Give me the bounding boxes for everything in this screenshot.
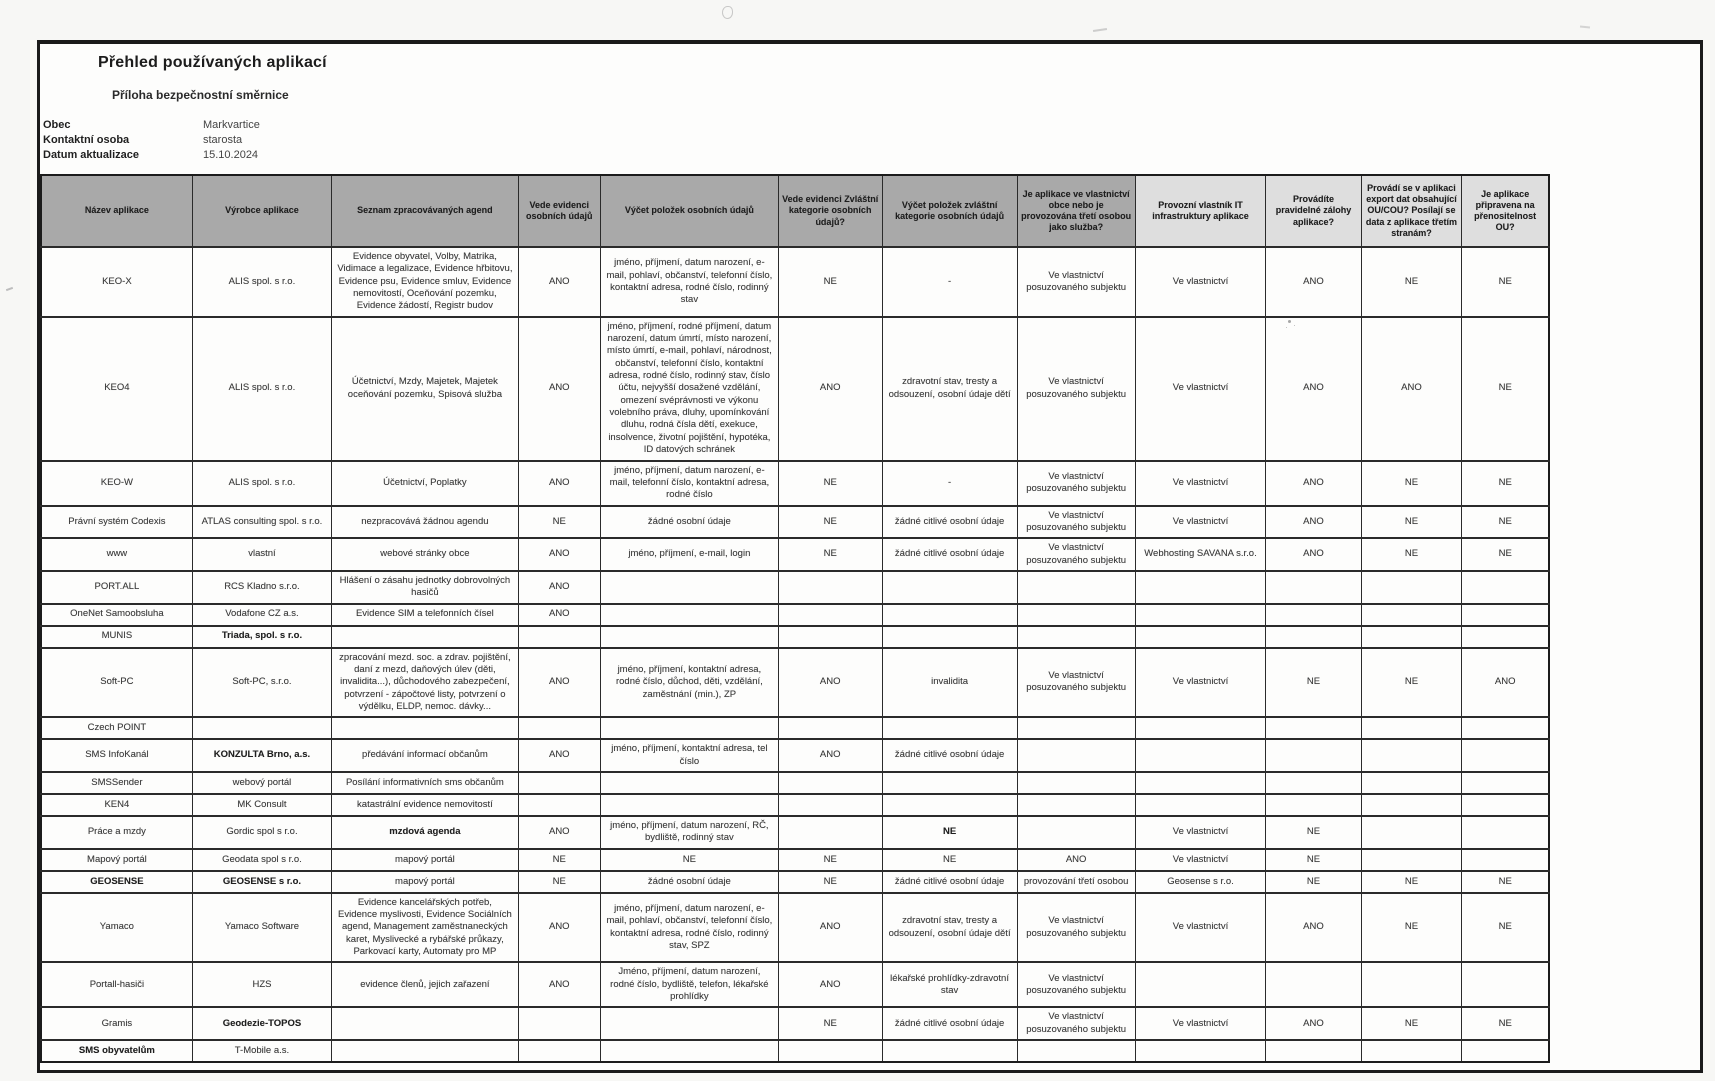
table-cell: jméno, příjmení, kontaktní adresa, rodné číslo, důchod, děti, vzdělání, zaměstnání (min.), ZP: [600, 648, 778, 718]
table-cell: [518, 717, 600, 739]
table-cell: ANO: [518, 604, 600, 626]
table-cell: T-Mobile a.s.: [192, 1040, 331, 1062]
table-cell: [778, 772, 882, 794]
table-cell: Geosense s r.o.: [1135, 871, 1266, 893]
table-cell: nezpracovává žádnou agendu: [332, 506, 519, 539]
table-row: [41, 604, 1549, 626]
table-cell: NE: [1266, 816, 1361, 849]
table-cell: Evidence obyvatel, Volby, Matrika, Vidimace a legalizace, Evidence hřbitovu, Evidence psu, Evidence smluv, Evidence nemovitostí, Oceňování pozemku, Evidence žádostí, Registr budov: [332, 247, 519, 317]
table-cell: [1017, 816, 1135, 849]
column-header: Vede evidenci Zvláštní kategorie osobních údajů?: [778, 175, 882, 247]
table-cell: NE: [1361, 506, 1462, 539]
table-cell: NE: [1361, 871, 1462, 893]
meta-value: 15.10.2024: [203, 149, 259, 161]
table-cell: NE: [1462, 538, 1549, 571]
table-cell: [332, 1007, 519, 1040]
table-cell: KEO-X: [41, 247, 192, 317]
table-cell: [600, 571, 778, 604]
table-cell: [600, 794, 778, 816]
table-cell: [1266, 571, 1361, 604]
table-cell: [1266, 717, 1361, 739]
table-cell: [192, 717, 331, 739]
table-cell: ALIS spol. s r.o.: [192, 317, 331, 461]
table-cell: GEOSENSE s r.o.: [192, 871, 331, 893]
table-cell: [1135, 604, 1266, 626]
column-header: Je aplikace ve vlastnictví obce nebo je provozována třetí osobou jako služba?: [1017, 175, 1135, 247]
table-cell: lékařské prohlídky-zdravotní stav: [882, 962, 1017, 1007]
table-cell: [1361, 772, 1462, 794]
table-cell: ANO: [1266, 461, 1361, 506]
table-cell: [1462, 849, 1549, 871]
table-cell: [1266, 604, 1361, 626]
table-row: [41, 506, 1549, 539]
table-row: [41, 1040, 1549, 1062]
table-cell: mzdová agenda: [332, 816, 519, 849]
table-row: [41, 648, 1549, 718]
table-row: [41, 461, 1549, 506]
table-cell: [882, 717, 1017, 739]
table-cell: SMS obyvatelům: [41, 1040, 192, 1062]
table-cell: NE: [778, 871, 882, 893]
table-row: [41, 317, 1549, 461]
column-header: Vede evidenci osobních údajů: [518, 175, 600, 247]
table-cell: Evidence kancelářských potřeb, Evidence myslivosti, Evidence Sociálních agend, Management zaměstnaneckých karet, Myslivecké a rybářské průkazy, Parkovací karty, Automaty pro MP: [332, 893, 519, 963]
table-cell: [882, 772, 1017, 794]
table-row: [41, 717, 1549, 739]
table-cell: [1017, 794, 1135, 816]
table-cell: [600, 1040, 778, 1062]
table-cell: ANO: [518, 962, 600, 1007]
page-subtitle: Příloha bezpečnostní směrnice: [112, 88, 289, 102]
table-cell: Ve vlastnictví: [1135, 648, 1266, 718]
table-cell: [1266, 772, 1361, 794]
table-cell: [332, 717, 519, 739]
table-cell: GEOSENSE: [41, 871, 192, 893]
table-cell: Ve vlastnictví posuzovaného subjektu: [1017, 962, 1135, 1007]
table-cell: Jméno, příjmení, datum narození, rodné číslo, bydliště, telefon, lékařské prohlídky: [600, 962, 778, 1007]
table-cell: [1462, 717, 1549, 739]
table-cell: žádné osobní údaje: [600, 871, 778, 893]
table-cell: Ve vlastnictví posuzovaného subjektu: [1017, 893, 1135, 963]
table-cell: NE: [600, 849, 778, 871]
column-header: Je aplikace připravena na přenositelnost OU?: [1462, 175, 1549, 247]
table-cell: [1361, 604, 1462, 626]
table-cell: NE: [1266, 849, 1361, 871]
scan-artifact: [722, 6, 733, 19]
table-cell: žádné citlivé osobní údaje: [882, 506, 1017, 539]
table-cell: ANO: [518, 247, 600, 317]
table-cell: KEO-W: [41, 461, 192, 506]
table-cell: Ve vlastnictví posuzovaného subjektu: [1017, 506, 1135, 539]
table-cell: ANO: [778, 893, 882, 963]
table-cell: [778, 816, 882, 849]
table-cell: Ve vlastnictví: [1135, 317, 1266, 461]
table-cell: jméno, příjmení, datum narození, e-mail, telefonní číslo, kontaktní adresa, rodné číslo: [600, 461, 778, 506]
column-header: Výrobce aplikace: [192, 175, 331, 247]
table-cell: [600, 626, 778, 648]
table-cell: NE: [778, 461, 882, 506]
table-cell: [1462, 1040, 1549, 1062]
table-cell: žádné osobní údaje: [600, 506, 778, 539]
table-cell: [1135, 739, 1266, 772]
table-row: [41, 772, 1549, 794]
meta-label: Kontaktní osoba: [43, 134, 130, 146]
table-cell: HZS: [192, 962, 331, 1007]
table-cell: Ve vlastnictví: [1135, 506, 1266, 539]
table-cell: [1361, 571, 1462, 604]
table-cell: [1266, 626, 1361, 648]
table-cell: [1135, 772, 1266, 794]
meta-row-kontaktni-osoba: [43, 133, 1700, 148]
table-cell: ANO: [778, 962, 882, 1007]
meta-value: starosta: [203, 134, 243, 146]
table-cell: NE: [882, 849, 1017, 871]
table-cell: [1361, 1040, 1462, 1062]
table-cell: NE: [1462, 893, 1549, 963]
table-cell: Práce a mzdy: [41, 816, 192, 849]
table-cell: [778, 626, 882, 648]
table-cell: [1361, 816, 1462, 849]
table-row: [41, 794, 1549, 816]
table-cell: webový portál: [192, 772, 331, 794]
table-cell: jméno, příjmení, datum narození, e-mail, pohlaví, občanství, telefonní číslo, kontaktní adresa, rodné číslo, rodinný stav, SPZ: [600, 893, 778, 963]
table-cell: žádné citlivé osobní údaje: [882, 871, 1017, 893]
table-cell: Mapový portál: [41, 849, 192, 871]
table-cell: invalidita: [882, 648, 1017, 718]
table-row: [41, 538, 1549, 571]
table-cell: ALIS spol. s r.o.: [192, 461, 331, 506]
table-cell: [1017, 604, 1135, 626]
column-header: Provozní vlastník IT infrastruktury aplikace: [1135, 175, 1266, 247]
table-cell: katastrální evidence nemovitostí: [332, 794, 519, 816]
table-row: [41, 849, 1549, 871]
column-header: Seznam zpracovávaných agend: [332, 175, 519, 247]
table-cell: ANO: [518, 648, 600, 718]
table-cell: [882, 794, 1017, 816]
table-cell: [1462, 816, 1549, 849]
table-cell: ANO: [1361, 317, 1462, 461]
table-cell: [1266, 962, 1361, 1007]
table-cell: ANO: [778, 648, 882, 718]
table-cell: KEO4: [41, 317, 192, 461]
table-cell: NE: [1361, 1007, 1462, 1040]
table-cell: provozování třetí osobou: [1017, 871, 1135, 893]
table-cell: [778, 794, 882, 816]
table-cell: NE: [1462, 871, 1549, 893]
table-cell: Vodafone CZ a.s.: [192, 604, 331, 626]
document-meta: [43, 118, 1700, 163]
table-cell: ANO: [518, 538, 600, 571]
table-cell: [518, 626, 600, 648]
table-cell: jméno, příjmení, datum narození, e-mail, pohlaví, občanství, telefonní číslo, kontaktní adresa, rodné číslo, rodinný stav: [600, 247, 778, 317]
table-cell: NE: [1462, 247, 1549, 317]
table-cell: žádné citlivé osobní údaje: [882, 739, 1017, 772]
table-cell: Ve vlastnictví posuzovaného subjektu: [1017, 247, 1135, 317]
table-cell: MUNIS: [41, 626, 192, 648]
table-cell: Ve vlastnictví: [1135, 1007, 1266, 1040]
table-cell: NE: [778, 506, 882, 539]
table-row: [41, 739, 1549, 772]
table-cell: MK Consult: [192, 794, 331, 816]
table-cell: NE: [1361, 648, 1462, 718]
table-cell: [1361, 849, 1462, 871]
table-cell: ANO: [778, 739, 882, 772]
table-cell: Evidence SIM a telefonních čísel: [332, 604, 519, 626]
table-cell: ANO: [1017, 849, 1135, 871]
table-cell: vlastní: [192, 538, 331, 571]
table-cell: Účetnictví, Poplatky: [332, 461, 519, 506]
table-cell: Ve vlastnictví posuzovaného subjektu: [1017, 648, 1135, 718]
table-cell: www: [41, 538, 192, 571]
table-cell: webové stránky obce: [332, 538, 519, 571]
table-cell: ANO: [1266, 893, 1361, 963]
meta-row-datum-aktualizace: [43, 148, 1700, 163]
table-cell: [1135, 962, 1266, 1007]
column-header: Název aplikace: [41, 175, 192, 247]
table-cell: [778, 717, 882, 739]
table-header-row: [41, 175, 1549, 247]
table-cell: NE: [1266, 648, 1361, 718]
table-cell: Ve vlastnictví: [1135, 816, 1266, 849]
table-cell: Ve vlastnictví: [1135, 461, 1266, 506]
table-cell: [882, 604, 1017, 626]
table-cell: Ve vlastnictví posuzovaného subjektu: [1017, 461, 1135, 506]
table-cell: Portall-hasiči: [41, 962, 192, 1007]
table-cell: NE: [882, 816, 1017, 849]
table-cell: [1135, 717, 1266, 739]
table-cell: Gordic spol s r.o.: [192, 816, 331, 849]
table-cell: KONZULTA Brno, a.s.: [192, 739, 331, 772]
table-row: [41, 626, 1549, 648]
table-cell: NE: [1462, 506, 1549, 539]
table-cell: ANO: [1266, 1007, 1361, 1040]
meta-row-obec: [43, 118, 1700, 133]
table-cell: [332, 626, 519, 648]
table-body: [41, 247, 1549, 1062]
table-cell: Geodezie-TOPOS: [192, 1007, 331, 1040]
table-cell: Ve vlastnictví: [1135, 247, 1266, 317]
table-cell: ANO: [518, 571, 600, 604]
table-cell: předávání informací občanům: [332, 739, 519, 772]
table-cell: Ve vlastnictví posuzovaného subjektu: [1017, 538, 1135, 571]
column-header: Provádíte pravidelné zálohy aplikace?: [1266, 175, 1361, 247]
table-cell: [600, 604, 778, 626]
table-cell: [1135, 794, 1266, 816]
column-header: Výčet položek zvláštní kategorie osobních údajů: [882, 175, 1017, 247]
table-cell: zpracování mezd. soc. a zdrav. pojištění, daní z mezd, daňových úlev (děti, invalidita...), důchodového zabezpečení, potvrzení - zápočtové listy, potvrzení o výdělku, ELDP, nemoc. dávky...: [332, 648, 519, 718]
table-cell: NE: [778, 247, 882, 317]
table-cell: [1017, 772, 1135, 794]
table-cell: Ve vlastnictví posuzovaného subjektu: [1017, 317, 1135, 461]
table-cell: ANO: [1266, 506, 1361, 539]
table-cell: [600, 717, 778, 739]
table-cell: NE: [518, 871, 600, 893]
table-cell: [600, 1007, 778, 1040]
table-cell: [1361, 739, 1462, 772]
table-cell: NE: [778, 849, 882, 871]
table-cell: [1017, 571, 1135, 604]
meta-label: Datum aktualizace: [43, 149, 139, 161]
table-cell: ANO: [1266, 247, 1361, 317]
table-cell: Webhosting SAVANA s.r.o.: [1135, 538, 1266, 571]
table-cell: NE: [1266, 871, 1361, 893]
table-cell: jméno, příjmení, e-mail, login: [600, 538, 778, 571]
table-cell: [1017, 717, 1135, 739]
table-cell: Hlášení o zásahu jednotky dobrovolných hasičů: [332, 571, 519, 604]
table-cell: -: [882, 461, 1017, 506]
table-cell: [1017, 739, 1135, 772]
table-cell: NE: [1361, 538, 1462, 571]
table-cell: [1462, 794, 1549, 816]
table-cell: ANO: [778, 317, 882, 461]
table-cell: KEN4: [41, 794, 192, 816]
table-cell: [332, 1040, 519, 1062]
table-cell: OneNet Samoobsluha: [41, 604, 192, 626]
table-cell: NE: [1361, 461, 1462, 506]
table-cell: Soft-PC: [41, 648, 192, 718]
table-cell: [600, 772, 778, 794]
table-cell: NE: [778, 1007, 882, 1040]
table-cell: NE: [1361, 247, 1462, 317]
table-cell: NE: [1462, 317, 1549, 461]
table-cell: ANO: [1266, 317, 1361, 461]
table-cell: Yamaco Software: [192, 893, 331, 963]
table-cell: NE: [1361, 893, 1462, 963]
table-cell: [1135, 626, 1266, 648]
table-cell: Účetnictví, Mzdy, Majetek, Majetek oceňování pozemku, Spisová služba: [332, 317, 519, 461]
table-cell: [778, 604, 882, 626]
scan-artifact: [1093, 28, 1107, 32]
table-cell: [1462, 772, 1549, 794]
table-cell: NE: [1462, 1007, 1549, 1040]
table-cell: SMS InfoKanál: [41, 739, 192, 772]
table-cell: [1017, 1040, 1135, 1062]
column-header: Provádí se v aplikaci export dat obsahující OU/COU? Posílají se data z aplikace třetím stranám?: [1361, 175, 1462, 247]
table-row: [41, 893, 1549, 963]
table-cell: ANO: [518, 317, 600, 461]
table-cell: [1266, 794, 1361, 816]
table-cell: [1017, 626, 1135, 648]
table-cell: [518, 794, 600, 816]
meta-value: Markvartice: [203, 119, 260, 131]
table-cell: [518, 1007, 600, 1040]
table-cell: -: [882, 247, 1017, 317]
page-title: Přehled používaných aplikací: [98, 54, 327, 71]
table-cell: [1135, 1040, 1266, 1062]
table-cell: ANO: [1266, 538, 1361, 571]
table-cell: žádné citlivé osobní údaje: [882, 1007, 1017, 1040]
table-cell: NE: [518, 849, 600, 871]
table-cell: Ve vlastnictví: [1135, 893, 1266, 963]
table-cell: PORT.ALL: [41, 571, 192, 604]
scan-artifact: [6, 287, 13, 291]
table-cell: [1361, 626, 1462, 648]
table-cell: [1361, 794, 1462, 816]
table-row: [41, 962, 1549, 1007]
table-cell: ANO: [518, 739, 600, 772]
table-cell: ANO: [1462, 648, 1549, 718]
scan-artifact: [1580, 25, 1590, 28]
table-cell: jméno, příjmení, rodné příjmení, datum narození, datum úmrtí, místo narození, místo úmrtí, e-mail, pohlaví, národnost, občanství, telefonní číslo, kontaktní adresa, rodné číslo, rodinný stav, číslo účtu, nejvyšší dosažené vzdělání, omezení svéprávnosti ve výkonu volebního práva, dluhy, upomínkování dluhu, rodná čísla dětí, exekuce, insolvence, životní pojištění, hypotéka, ID datových schránek: [600, 317, 778, 461]
table-cell: RCS Kladno s.r.o.: [192, 571, 331, 604]
table-cell: [1462, 571, 1549, 604]
table-cell: [1462, 739, 1549, 772]
table-cell: [518, 772, 600, 794]
table-cell: NE: [1462, 461, 1549, 506]
table-cell: [1462, 962, 1549, 1007]
table-cell: [1462, 626, 1549, 648]
table-cell: ATLAS consulting spol. s r.o.: [192, 506, 331, 539]
table-cell: ANO: [518, 893, 600, 963]
meta-label: Obec: [43, 119, 71, 131]
table-cell: [882, 1040, 1017, 1062]
table-row: [41, 247, 1549, 317]
table-cell: [1266, 739, 1361, 772]
table-cell: Geodata spol s r.o.: [192, 849, 331, 871]
table-cell: mapový portál: [332, 849, 519, 871]
table-cell: Ve vlastnictví: [1135, 849, 1266, 871]
table-cell: Soft-PC, s.r.o.: [192, 648, 331, 718]
scanned-page: [37, 40, 1703, 1073]
table-cell: žádné citlivé osobní údaje: [882, 538, 1017, 571]
table-cell: [882, 626, 1017, 648]
table-cell: evidence členů, jejich zařazení: [332, 962, 519, 1007]
table-cell: NE: [518, 506, 600, 539]
table-cell: NE: [778, 538, 882, 571]
table-cell: zdravotní stav, tresty a odsouzení, osobní údaje dětí: [882, 317, 1017, 461]
table-cell: [778, 571, 882, 604]
table-cell: zdravotní stav, tresty a odsouzení, osobní údaje dětí: [882, 893, 1017, 963]
table-row: [41, 571, 1549, 604]
table-cell: Gramis: [41, 1007, 192, 1040]
table-cell: Ve vlastnictví posuzovaného subjektu: [1017, 1007, 1135, 1040]
table-cell: jméno, příjmení, datum narození, RČ, bydliště, rodinný stav: [600, 816, 778, 849]
table-cell: Posílání informativních sms občanům: [332, 772, 519, 794]
table-cell: [1135, 571, 1266, 604]
table-cell: [518, 1040, 600, 1062]
table-cell: Právní systém Codexis: [41, 506, 192, 539]
table-row: [41, 1007, 1549, 1040]
table-cell: Czech POINT: [41, 717, 192, 739]
table-row: [41, 816, 1549, 849]
table-cell: Yamaco: [41, 893, 192, 963]
table-cell: [778, 1040, 882, 1062]
table-cell: mapový portál: [332, 871, 519, 893]
table-cell: [1266, 1040, 1361, 1062]
table-cell: [1361, 717, 1462, 739]
table-cell: ANO: [518, 461, 600, 506]
applications-table: [40, 174, 1550, 1063]
table-row: [41, 871, 1549, 893]
table-cell: [882, 571, 1017, 604]
table-cell: SMSSender: [41, 772, 192, 794]
table-cell: [1462, 604, 1549, 626]
column-header: Výčet položek osobních údajů: [600, 175, 778, 247]
table-cell: [1361, 962, 1462, 1007]
table-cell: Triada, spol. s r.o.: [192, 626, 331, 648]
table-cell: jméno, příjmení, kontaktní adresa, tel číslo: [600, 739, 778, 772]
table-cell: ALIS spol. s r.o.: [192, 247, 331, 317]
table-cell: ANO: [518, 816, 600, 849]
